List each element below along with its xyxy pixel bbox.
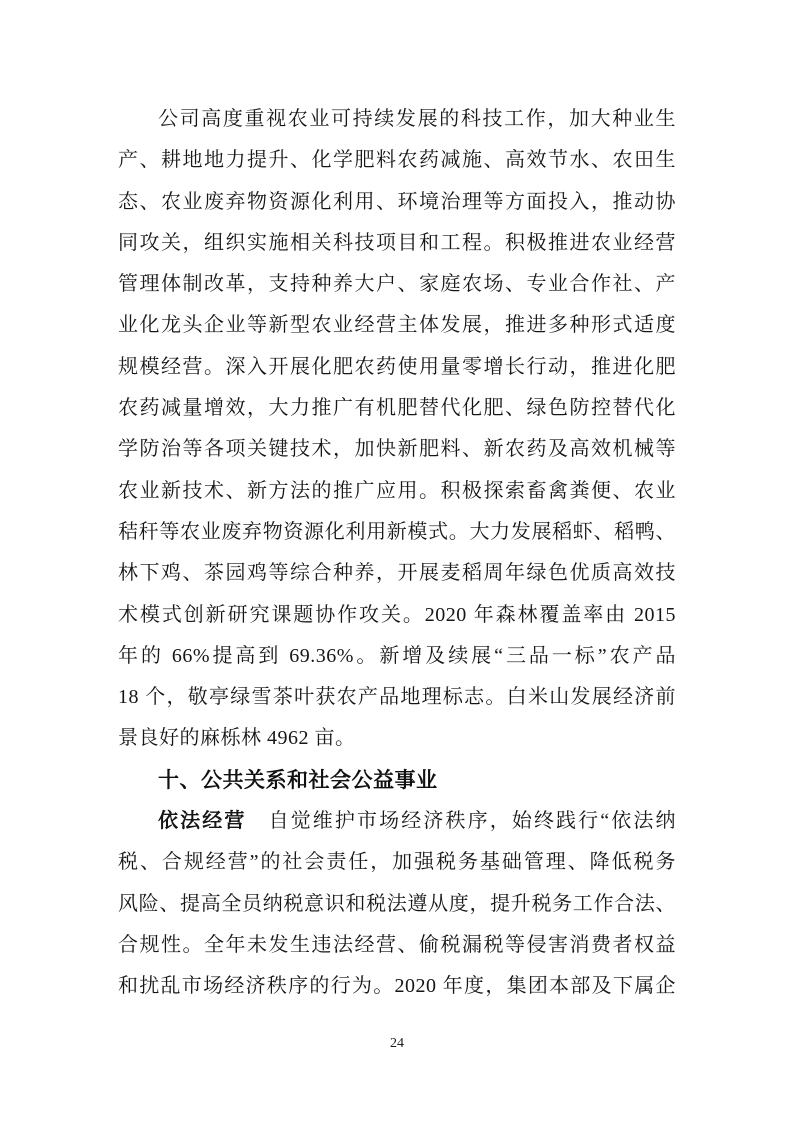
text-line: 年的 66%提高到 69.36%。新增及续展“三品一标”农产品 xyxy=(118,644,676,667)
text-line: 和扰乱市场经济秩序的行为。2020 年度，集团本部及下属企 xyxy=(118,975,676,998)
page-content xyxy=(118,99,676,1008)
text-line xyxy=(118,801,676,842)
text-line: 林下鸡、茶园鸡等综合种养，开展麦稻周年绿色优质高效技 xyxy=(118,562,676,585)
text-line: 产、耕地地力提升、化学肥料农药减施、高效节水、农田生 xyxy=(118,149,676,172)
bold-text-run: 依法经营 xyxy=(158,810,247,833)
text-line: 态、农业废弃物资源化利用、环境治理等方面投入，推动协 xyxy=(118,190,676,213)
text-line: 税、合规经营”的社会责任，加强税务基础管理、降低税务 xyxy=(118,851,676,874)
text-line: 公司高度重视农业可持续发展的科技工作，加大种业生 xyxy=(158,108,676,130)
text-line: 秸秆等农业废弃物资源化利用新模式。大力发展稻虾、稻鸭、 xyxy=(118,520,676,543)
text-line: 风险、提高全员纳税意识和税法遵从度，提升税务工作合法、 xyxy=(118,892,676,915)
paragraph-lawful-operation xyxy=(118,801,676,1007)
text-line: 农业新技术、新方法的推广应用。积极探索畜禽粪便、农业 xyxy=(118,479,676,502)
text-line: 农药减量增效，大力推广有机肥替代化肥、绿色防控替代化 xyxy=(118,397,676,420)
section-heading: 十、公共关系和社会公益事业 xyxy=(158,768,438,792)
page-number: 24 xyxy=(390,1036,404,1051)
text-line: 业化龙头企业等新型农业经营主体发展，推进多种形式适度 xyxy=(118,314,676,337)
text-line: 景良好的麻栎林 4962 亩。 xyxy=(118,727,356,750)
text-line: 术模式创新研究课题协作攻关。2020 年森林覆盖率由 2015 xyxy=(118,603,676,626)
text-line: 学防治等各项关键技术，加快新肥料、新农药及高效机械等 xyxy=(118,438,676,461)
text-line: 同攻关，组织实施相关科技项目和工程。积极推进农业经营 xyxy=(118,231,676,254)
text-line: 18 个，敬亭绿雪茶叶获农产品地理标志。白米山发展经济前 xyxy=(118,686,676,709)
text-line: 管理体制改革，支持种养大户、家庭农场、专业合作社、产 xyxy=(118,273,676,296)
paragraph-agriculture-science xyxy=(118,99,676,760)
text-run: 自觉维护市场经济秩序，始终践行“依法纳 xyxy=(246,810,676,833)
text-line: 规模经营。深入开展化肥农药使用量零增长行动，推进化肥 xyxy=(118,355,676,378)
text-line: 合规性。全年未发生违法经营、偷税漏税等侵害消费者权益 xyxy=(118,933,676,956)
